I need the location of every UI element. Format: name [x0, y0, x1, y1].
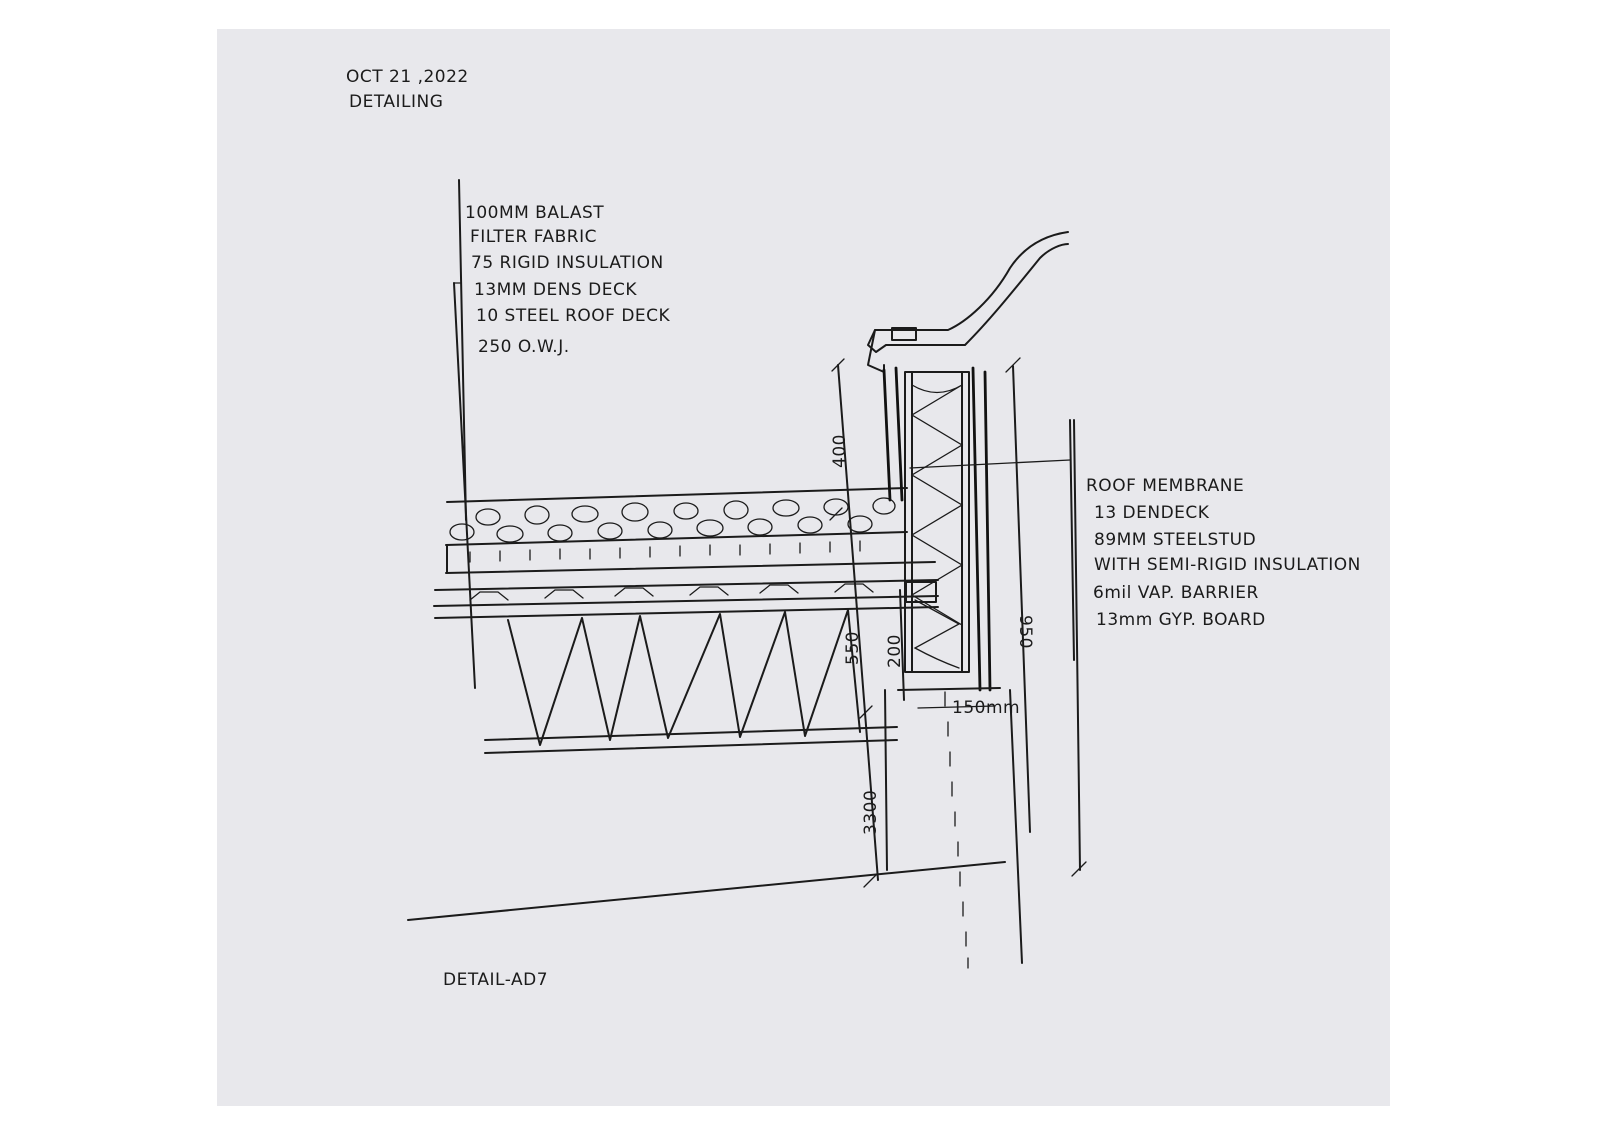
- roof-layer-5: 10 STEEL ROOF DECK: [476, 306, 671, 326]
- detail-title: DETAIL-AD7: [443, 970, 549, 990]
- roof-layer-6: 250 O.W.J.: [478, 337, 570, 357]
- roof-layer-1: 100MM BALAST: [465, 203, 605, 223]
- wall-layer-4: WITH SEMI-RIGID INSULATION: [1094, 555, 1361, 575]
- roof-layer-2: FILTER FABRIC: [470, 227, 597, 247]
- dimension-roof-depth: 550: [843, 631, 863, 665]
- wall-layer-1: ROOF MEMBRANE: [1086, 476, 1245, 496]
- roof-layer-3: 75 RIGID INSULATION: [471, 253, 664, 273]
- sketch-date: OCT 21 ,2022: [346, 67, 469, 87]
- dimension-stud-width: 150mm: [952, 698, 1021, 718]
- dimension-wall-height: 950: [1015, 615, 1035, 649]
- wall-layer-5: 6mil VAP. BARRIER: [1093, 583, 1259, 603]
- sketch-subtitle: DETAILING: [349, 92, 444, 112]
- wall-layer-6: 13mm GYP. BOARD: [1096, 610, 1266, 630]
- wall-layer-3: 89MM STEELSTUD: [1094, 530, 1257, 550]
- roof-layer-4: 13MM DENS DECK: [474, 280, 637, 300]
- wall-layer-2: 13 DENDECK: [1094, 503, 1210, 523]
- dimension-ceiling: 3300: [861, 789, 881, 835]
- dimension-parapet: 400: [830, 434, 850, 468]
- dimension-beam: 200: [885, 634, 905, 668]
